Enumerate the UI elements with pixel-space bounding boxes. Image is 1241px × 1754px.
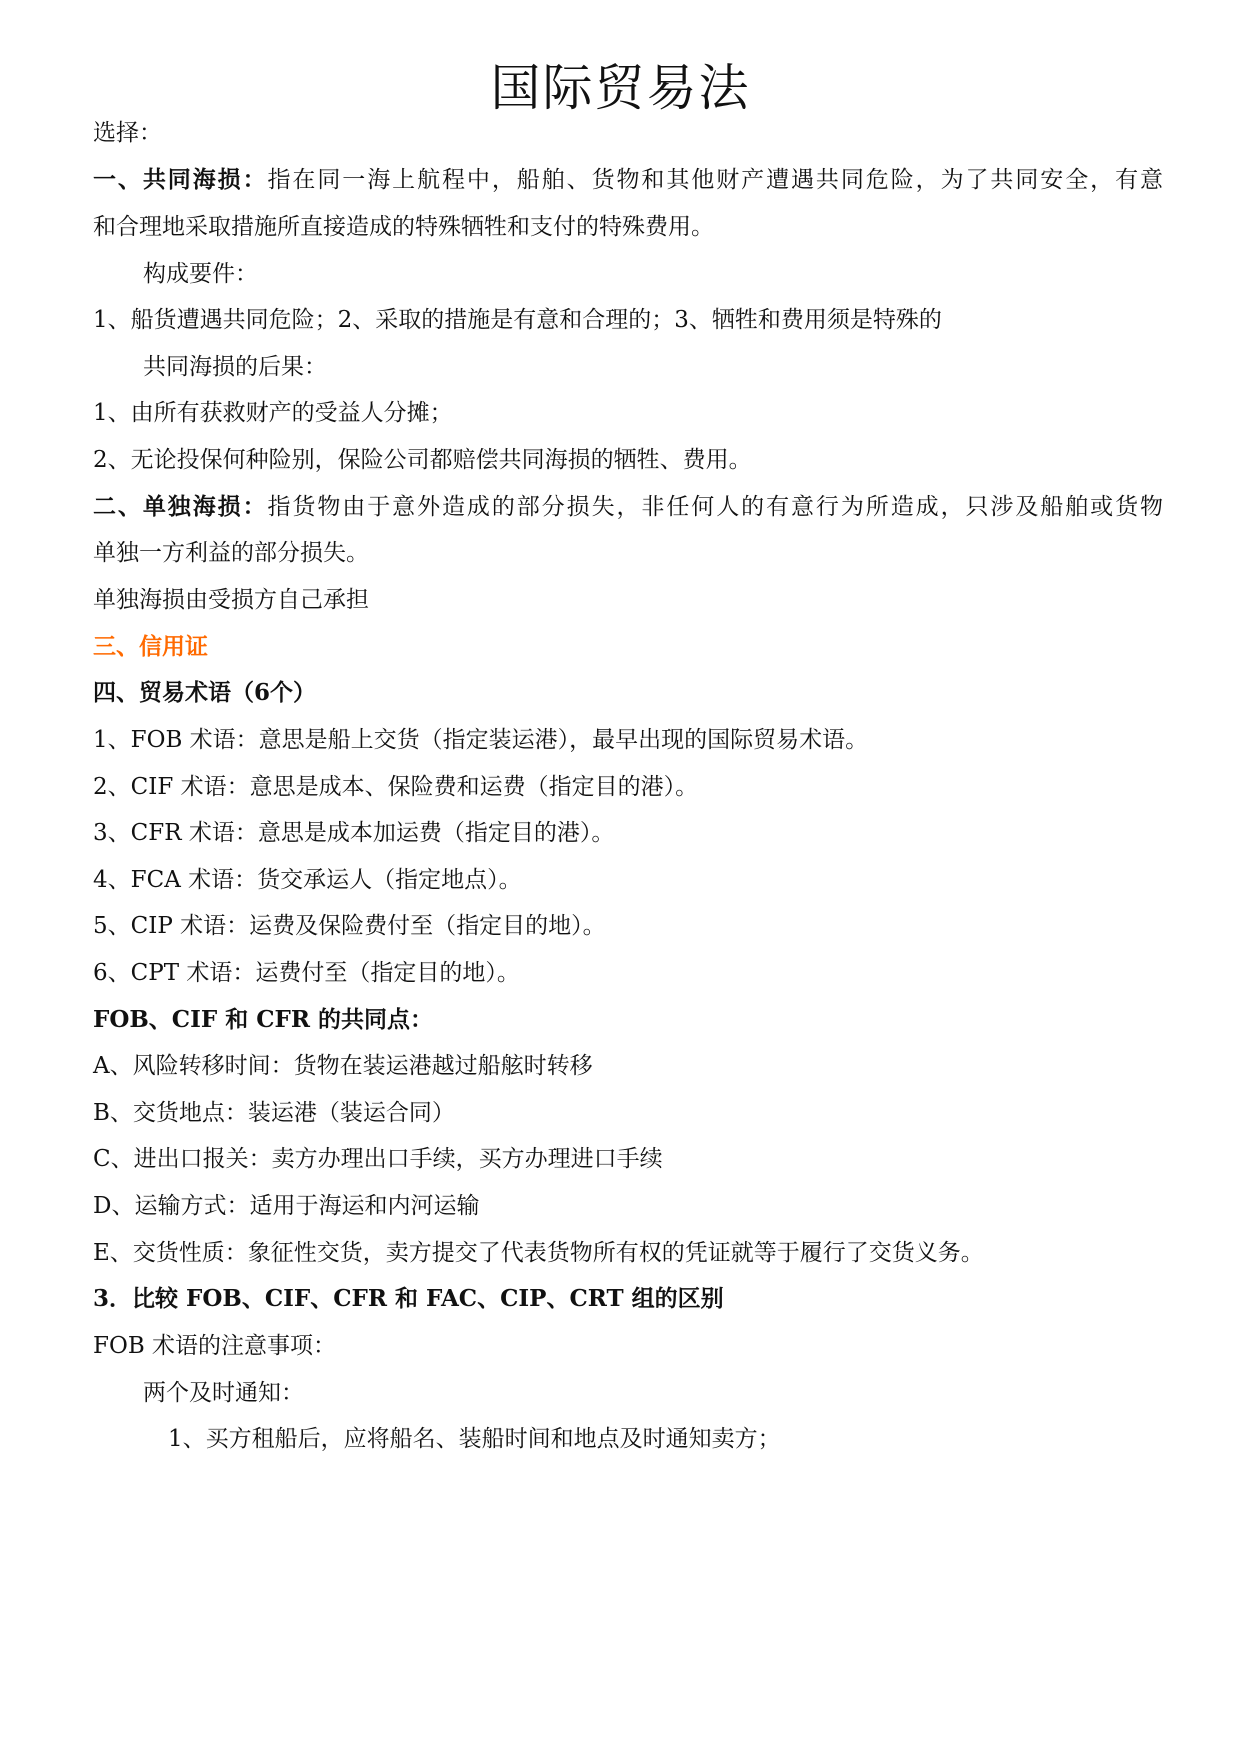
list-item-term-cfr: 3、CFR 术语：意思是成本加运费（指定目的港）。 [93,820,615,846]
definition-text: 指货物由于意外造成的部分损失，非任何人的有意行为所造成，只涉及船舶或货物 [267,494,1164,520]
heading-comparison: 3．比较 FOB、CIF、CFR 和 FAC、CIP、CRT 组的区别 [93,1285,724,1312]
list-item-term-fob: 1、FOB 术语：意思是船上交货（指定装运港），最早出现的国际贸易术语。 [93,727,869,753]
list-item-point-a: A、风险转移时间：货物在装运港越过船舷时转移 [93,1053,593,1079]
document-title: 国际贸易法 [490,59,751,117]
subheading-elements: 构成要件： [143,261,258,287]
subheading-fob-notes: FOB 术语的注意事项： [93,1333,337,1359]
list-item-point-d: D、运输方式：适用于海运和内河运输 [93,1193,480,1219]
definition-continuation: 和合理地采取措施所直接造成的特殊牺牲和支付的特殊费用。 [93,214,714,240]
subheading-two-notices: 两个及时通知： [143,1380,304,1406]
list-item-term-cip: 5、CIP 术语：运费及保险费付至（指定目的地）。 [93,913,606,939]
heading-particular-average: 二、单独海损： [93,493,268,520]
list-item-term-fca: 4、FCA 术语：货交承运人（指定地点）。 [93,867,522,893]
paragraph-particular-average-bearer: 单独海损由受损方自己承担 [93,587,369,613]
list-item-point-c: C、进出口报关：卖方办理出口手续，买方办理进口手续 [93,1146,663,1172]
definition-continuation: 单独一方利益的部分损失。 [93,540,369,566]
list-item-term-cif: 2、CIF 术语：意思是成本、保险费和运费（指定目的港）。 [93,774,699,800]
paragraph-general-average-definition [93,165,1163,195]
paragraph-particular-average-definition [93,492,1163,522]
list-item-point-e: E、交货性质：象征性交货，卖方提交了代表货物所有权的凭证就等于履行了交货义务。 [93,1240,984,1266]
heading-common-points: FOB、CIF 和 CFR 的共同点： [93,1006,433,1033]
list-item-elements: 1、船货遭遇共同危险；2、采取的措施是有意和合理的；3、牺牲和费用须是特殊的 [93,307,942,333]
heading-letter-of-credit: 三、信用证 [93,633,208,660]
list-item-point-b: B、交货地点：装运港（装运合同） [93,1100,455,1126]
definition-text: 指在同一海上航程中，船舶、货物和其他财产遭遇共同危险，为了共同安全，有意 [267,167,1164,193]
heading-trade-terms: 四、贸易术语（6个） [93,679,317,706]
list-item-consequence-1: 1、由所有获救财产的受益人分摊； [93,400,453,426]
list-item-consequence-2: 2、无论投保何种险别，保险公司都赔偿共同海损的牺牲、费用。 [93,447,752,473]
subheading-consequences: 共同海损的后果： [143,354,327,380]
list-item-term-cpt: 6、CPT 术语：运费付至（指定目的地）。 [93,960,520,986]
list-item-notice-1: 1、买方租船后，应将船名、装船时间和地点及时通知卖方； [168,1426,781,1452]
section-label-choice: 选择： [93,120,162,146]
heading-general-average: 一、共同海损： [93,166,268,193]
